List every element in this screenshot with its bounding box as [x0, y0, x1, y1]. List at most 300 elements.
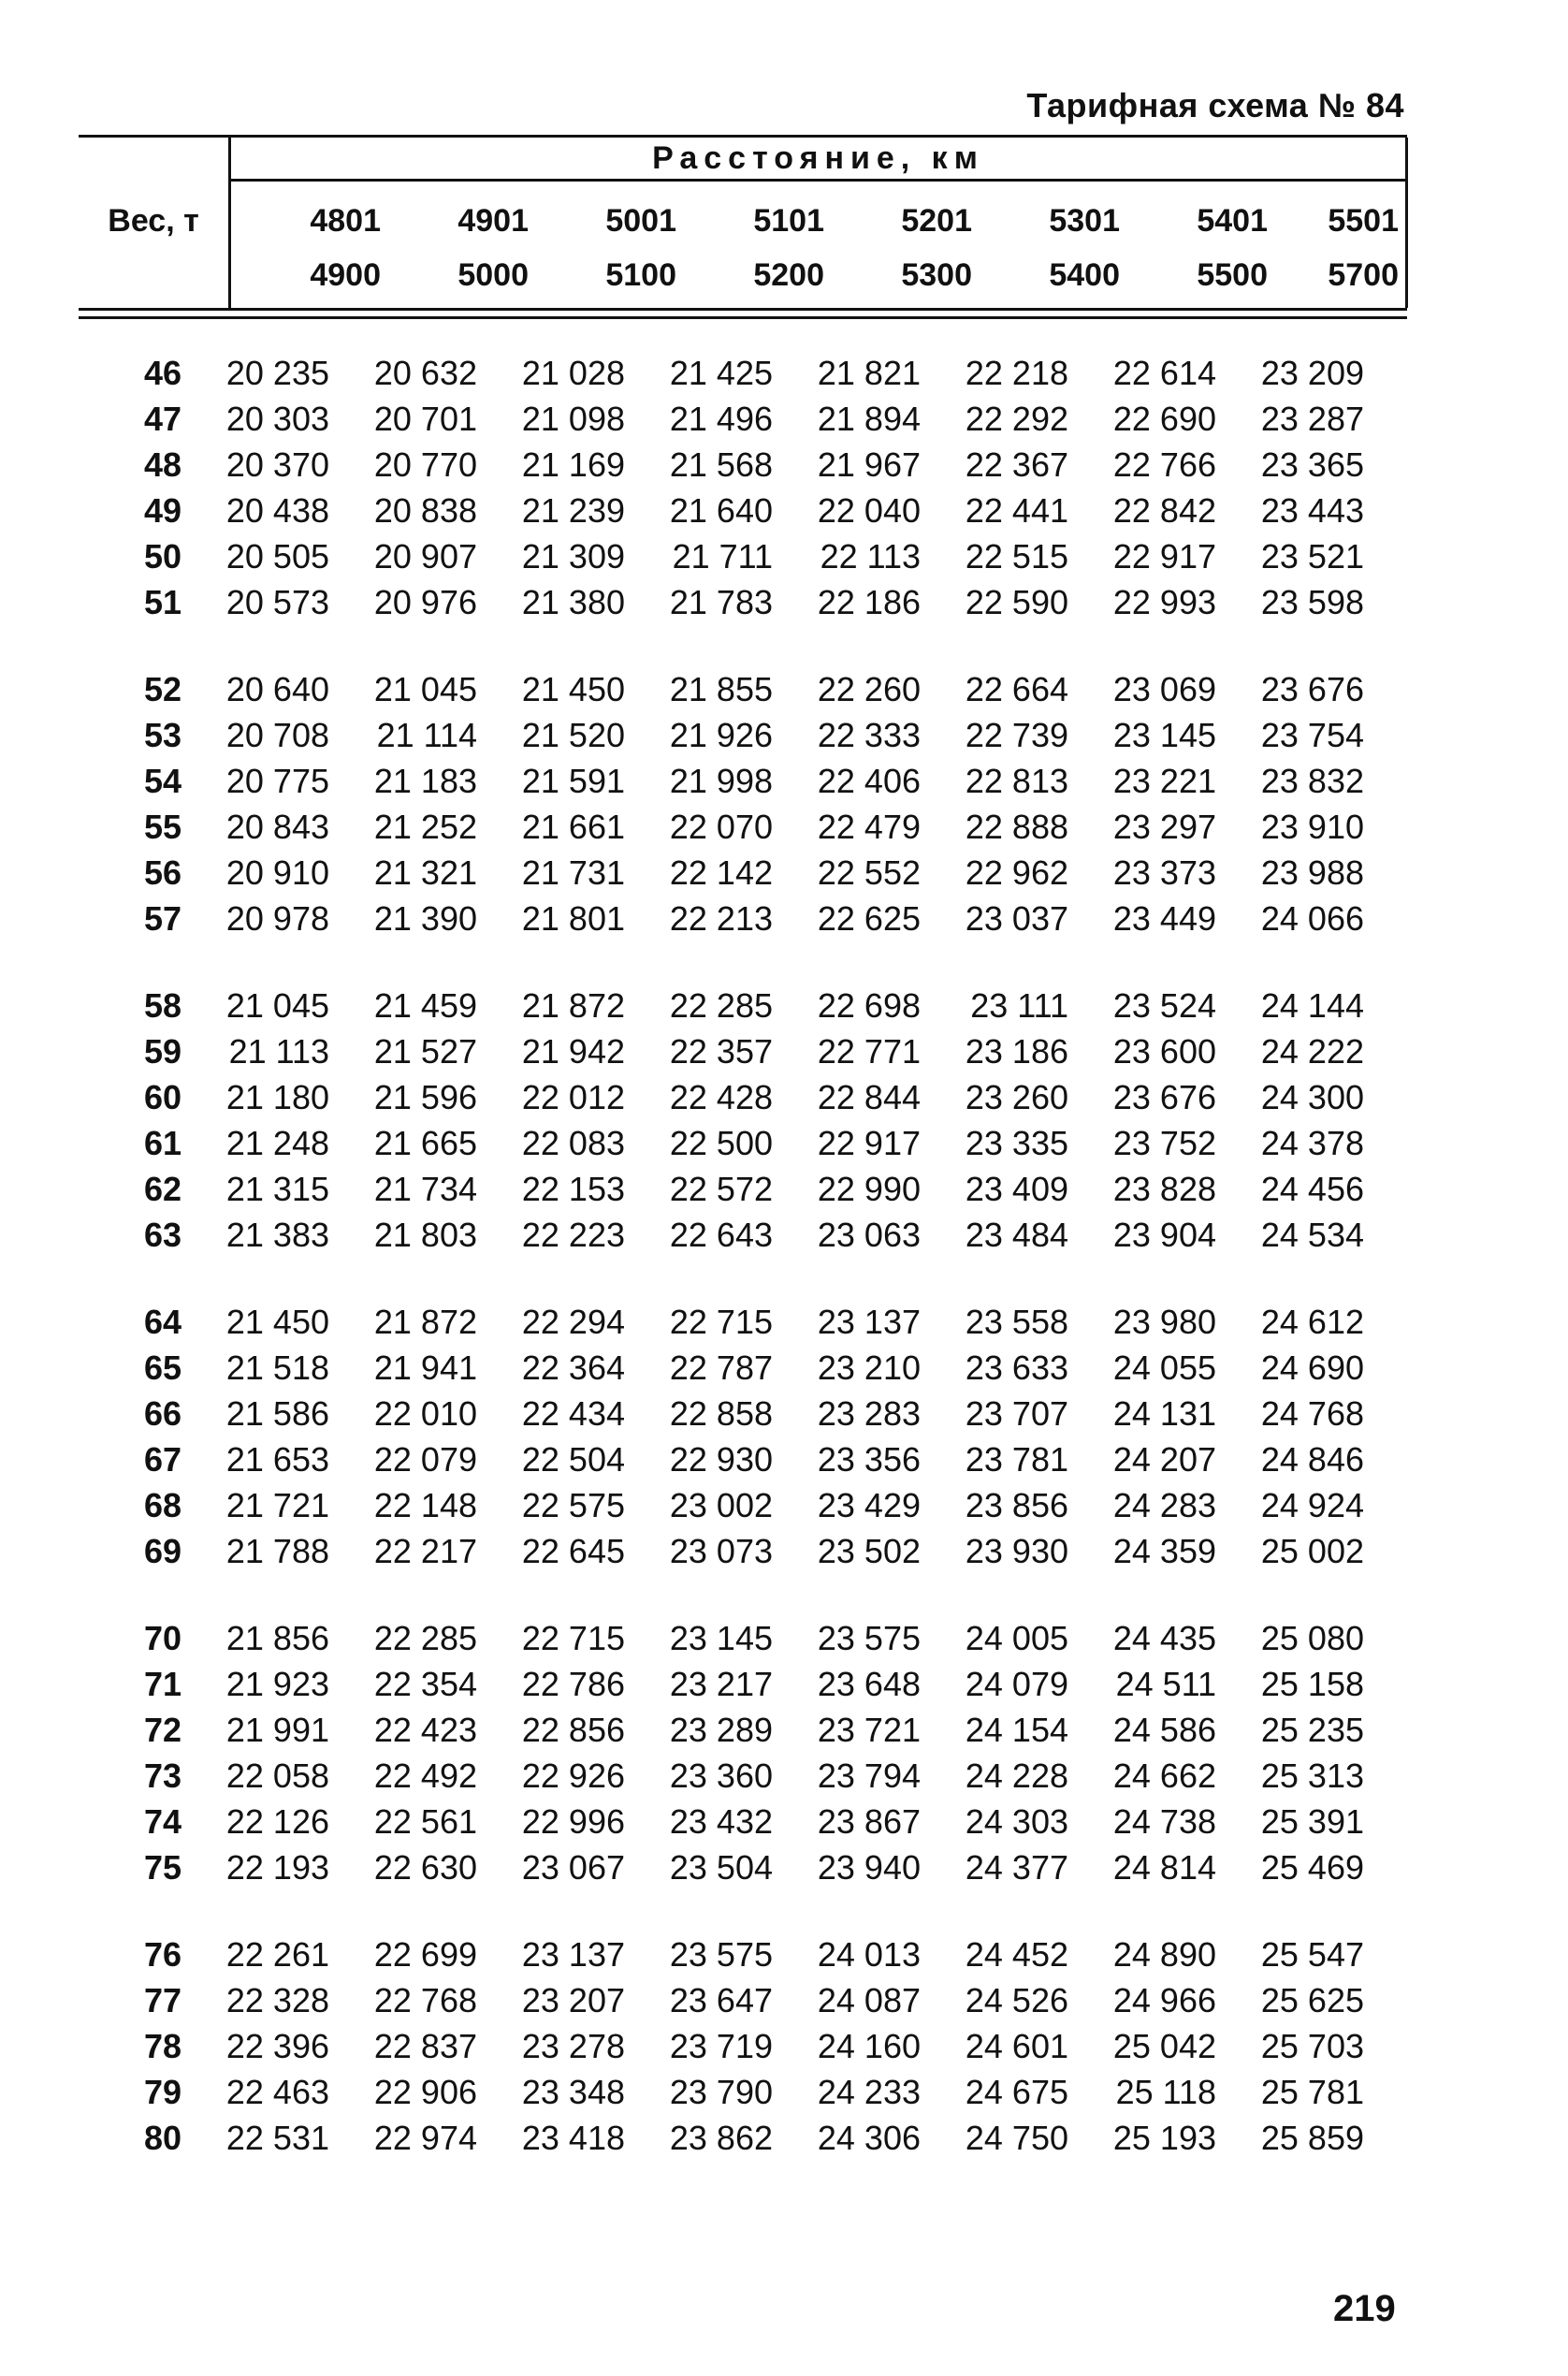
- tariff-cell: 21 169: [521, 445, 625, 484]
- tariff-cell: 20 505: [225, 537, 329, 576]
- weight-cell: 62: [143, 1170, 181, 1208]
- tariff-cell: 24 228: [965, 1756, 1068, 1795]
- tariff-cell: 23 137: [817, 1303, 921, 1341]
- tariff-cell: 24 207: [1112, 1440, 1216, 1479]
- tariff-cell: 25 118: [1115, 2073, 1216, 2111]
- table-row: [79, 1120, 1364, 1166]
- tariff-cell: 22 285: [669, 986, 773, 1025]
- tariff-cell: 23 648: [817, 1665, 921, 1703]
- tariff-cell: 22 858: [669, 1394, 773, 1433]
- tariff-cell: 21 665: [373, 1124, 477, 1162]
- distance-range-header: [388, 194, 529, 302]
- tariff-cell: 23 365: [1260, 445, 1364, 484]
- tariff-cell: 22 531: [225, 2119, 329, 2157]
- range-from: 5001: [605, 203, 676, 239]
- tariff-cell: 23 676: [1260, 670, 1364, 708]
- tariff-cell: 23 504: [669, 1848, 773, 1887]
- range-from: 5301: [1049, 203, 1120, 239]
- group-spacer: [79, 941, 1364, 983]
- tariff-cell: 22 153: [521, 1170, 625, 1208]
- tariff-cell: 21 941: [373, 1348, 477, 1387]
- tariff-cell: 21 596: [373, 1078, 477, 1116]
- tariff-cell: 25 313: [1260, 1756, 1364, 1795]
- table-row: [79, 896, 1364, 941]
- tariff-cell: 20 910: [225, 853, 329, 892]
- tariff-cell: 20 701: [373, 400, 477, 438]
- table-row: [79, 712, 1364, 758]
- tariff-cell: 23 335: [965, 1124, 1068, 1162]
- weight-cell: 55: [143, 808, 181, 846]
- tariff-cell: 21 894: [817, 400, 921, 438]
- tariff-cell: 22 664: [965, 670, 1068, 708]
- tariff-cell: 22 294: [521, 1303, 625, 1341]
- group-spacer: [79, 625, 1364, 666]
- weight-cell: 77: [143, 1981, 181, 2019]
- tariff-cell: 22 699: [373, 1935, 477, 1974]
- tariff-cell: 22 766: [1112, 445, 1216, 484]
- tariff-cell: 22 213: [669, 899, 773, 938]
- table-row: [79, 1707, 1364, 1753]
- tariff-cell: 23 449: [1112, 899, 1216, 938]
- tariff-cell: 21 783: [669, 583, 773, 621]
- tariff-cell: 24 300: [1260, 1078, 1364, 1116]
- tariff-cell: 22 010: [373, 1394, 477, 1433]
- tariff-cell: 23 707: [965, 1394, 1068, 1433]
- weight-cell: 64: [143, 1303, 181, 1341]
- tariff-cell: 23 502: [817, 1532, 921, 1570]
- tariff-cell: 22 561: [373, 1802, 477, 1841]
- tariff-cell: 22 917: [817, 1124, 921, 1162]
- tariff-cell: 23 524: [1112, 986, 1216, 1025]
- tariff-cell: 22 186: [817, 583, 921, 621]
- tariff-cell: 25 391: [1260, 1802, 1364, 1841]
- tariff-cell: 22 739: [965, 716, 1068, 754]
- tariff-cell: 21 872: [373, 1303, 477, 1341]
- tariff-cell: 21 425: [669, 354, 773, 392]
- tariff-cell: 21 114: [376, 716, 477, 754]
- tariff-cell: 23 207: [521, 1981, 625, 2019]
- table-row: [79, 1436, 1364, 1482]
- table-row: [79, 1166, 1364, 1212]
- tariff-cell: 21 252: [373, 808, 477, 846]
- tariff-cell: 22 126: [225, 1802, 329, 1841]
- weight-cell: 65: [143, 1348, 181, 1387]
- tariff-cell: 24 160: [817, 2027, 921, 2065]
- tariff-cell: 20 708: [225, 716, 329, 754]
- tariff-cell: 22 357: [669, 1032, 773, 1071]
- tariff-cell: 23 210: [817, 1348, 921, 1387]
- tariff-cell: 22 690: [1112, 400, 1216, 438]
- range-to: 5400: [1049, 257, 1120, 293]
- tariff-cell: 24 283: [1112, 1486, 1216, 1524]
- tariff-cell: 22 974: [373, 2119, 477, 2157]
- tariff-cell: 21 450: [521, 670, 625, 708]
- tariff-cell: 22 012: [521, 1078, 625, 1116]
- tariff-cell: 22 715: [669, 1303, 773, 1341]
- tariff-cell: 21 321: [373, 853, 477, 892]
- scheme-title: Тарифная схема № 84: [1026, 86, 1404, 124]
- table-row: [79, 488, 1364, 533]
- tariff-cell: 22 515: [965, 537, 1068, 576]
- weight-cell: 61: [143, 1124, 181, 1162]
- tariff-cell: 23 781: [965, 1440, 1068, 1479]
- tariff-cell: 24 066: [1260, 899, 1364, 938]
- tariff-cell: 22 218: [965, 354, 1068, 392]
- tariff-cell: 22 285: [373, 1619, 477, 1657]
- tariff-cell: 23 069: [1112, 670, 1216, 708]
- tariff-cell: 23 373: [1112, 853, 1216, 892]
- tariff-cell: 24 456: [1260, 1170, 1364, 1208]
- tariff-cell: 22 364: [521, 1348, 625, 1387]
- tariff-cell: 22 148: [373, 1486, 477, 1524]
- tariff-cell: 23 289: [669, 1711, 773, 1749]
- tariff-cell: 24 738: [1112, 1802, 1216, 1841]
- tariff-cell: 22 787: [669, 1348, 773, 1387]
- tariff-cell: 22 492: [373, 1756, 477, 1795]
- weight-cell: 72: [143, 1711, 181, 1749]
- tariff-cell: 24 222: [1260, 1032, 1364, 1071]
- tariff-cell: 22 354: [373, 1665, 477, 1703]
- tariff-cell: 23 867: [817, 1802, 921, 1841]
- weight-cell: 52: [143, 670, 181, 708]
- tariff-cell: 25 080: [1260, 1619, 1364, 1657]
- tariff-cell: 23 356: [817, 1440, 921, 1479]
- tariff-cell: 22 441: [965, 491, 1068, 530]
- tariff-cell: 23 940: [817, 1848, 921, 1887]
- table-row: [79, 1482, 1364, 1528]
- tariff-cell: 24 079: [965, 1665, 1068, 1703]
- tariff-cell: 22 434: [521, 1394, 625, 1433]
- tariff-cell: 22 930: [669, 1440, 773, 1479]
- tariff-cell: 25 042: [1112, 2027, 1216, 2065]
- tariff-cell: 22 070: [669, 808, 773, 846]
- range-from: 5201: [901, 203, 972, 239]
- table-header: [79, 135, 1407, 311]
- table-row: [79, 666, 1364, 712]
- tariff-cell: 24 814: [1112, 1848, 1216, 1887]
- tariff-cell: 21 872: [521, 986, 625, 1025]
- range-to: 5200: [753, 257, 824, 293]
- table-row: [79, 1931, 1364, 1977]
- tariff-cell: 22 842: [1112, 491, 1216, 530]
- header-divider-bottom: [79, 316, 1407, 319]
- table-row: [79, 1074, 1364, 1120]
- table-row: [79, 1799, 1364, 1844]
- tariff-cell: 21 183: [373, 762, 477, 800]
- weight-cell: 76: [143, 1935, 181, 1974]
- tariff-cell: 23 600: [1112, 1032, 1216, 1071]
- tariff-cell: 25 547: [1260, 1935, 1364, 1974]
- tariff-cell: 23 647: [669, 1981, 773, 2019]
- tariff-cell: 20 976: [373, 583, 477, 621]
- group-spacer: [79, 1574, 1364, 1615]
- tariff-cell: 23 754: [1260, 716, 1364, 754]
- tariff-cell: 21 383: [225, 1216, 329, 1254]
- tariff-cell: 21 731: [521, 853, 625, 892]
- tariff-cell: 22 768: [373, 1981, 477, 2019]
- tariff-cell: 20 438: [225, 491, 329, 530]
- tariff-cell: 23 429: [817, 1486, 921, 1524]
- weight-cell: 68: [143, 1486, 181, 1524]
- tariff-cell: 23 719: [669, 2027, 773, 2065]
- range-from: 5101: [753, 203, 824, 239]
- tariff-cell: 24 233: [817, 2073, 921, 2111]
- tariff-cell: 21 856: [225, 1619, 329, 1657]
- tariff-cell: 23 521: [1260, 537, 1364, 576]
- tariff-cell: 23 443: [1260, 491, 1364, 530]
- tariff-cell: 22 625: [817, 899, 921, 938]
- tariff-cell: 20 775: [225, 762, 329, 800]
- table-row: [79, 1844, 1364, 1890]
- distance-range-header: [832, 194, 972, 302]
- tariff-cell: 21 967: [817, 445, 921, 484]
- tariff-cell: 23 832: [1260, 762, 1364, 800]
- tariff-cell: 24 768: [1260, 1394, 1364, 1433]
- tariff-cell: 20 770: [373, 445, 477, 484]
- group-spacer: [79, 1890, 1364, 1931]
- tariff-cell: 23 260: [965, 1078, 1068, 1116]
- tariff-cell: 23 297: [1112, 808, 1216, 846]
- tariff-cell: 22 630: [373, 1848, 477, 1887]
- distance-range-header: [1258, 194, 1399, 302]
- tariff-cell: 24 055: [1112, 1348, 1216, 1387]
- tariff-cell: 21 640: [669, 491, 773, 530]
- table-row: [79, 850, 1364, 896]
- tariff-cell: 23 145: [1112, 716, 1216, 754]
- tariff-cell: 23 037: [965, 899, 1068, 938]
- tariff-cell: 22 428: [669, 1078, 773, 1116]
- tariff-cell: 20 370: [225, 445, 329, 484]
- tariff-cell: 23 111: [970, 986, 1068, 1025]
- tariff-cell: 23 287: [1260, 400, 1364, 438]
- tariff-cell: 21 855: [669, 670, 773, 708]
- tariff-cell: 21 520: [521, 716, 625, 754]
- weight-cell: 54: [143, 762, 181, 800]
- tariff-cell: 24 377: [965, 1848, 1068, 1887]
- tariff-cell: 23 828: [1112, 1170, 1216, 1208]
- tariff-cell: 24 601: [965, 2027, 1068, 2065]
- group-spacer: [79, 1258, 1364, 1299]
- tariff-cell: 21 380: [521, 583, 625, 621]
- tariff-cell: 23 217: [669, 1665, 773, 1703]
- tariff-cell: 25 158: [1260, 1665, 1364, 1703]
- tariff-cell: 20 640: [225, 670, 329, 708]
- tariff-cell: 22 079: [373, 1440, 477, 1479]
- table-row: [79, 1753, 1364, 1799]
- weight-cell: 46: [143, 354, 181, 392]
- weight-cell: 73: [143, 1756, 181, 1795]
- tariff-cell: 21 045: [225, 986, 329, 1025]
- tariff-cell: 20 632: [373, 354, 477, 392]
- table-row: [79, 1391, 1364, 1436]
- tariff-cell: 22 328: [225, 1981, 329, 2019]
- tariff-cell: 22 572: [669, 1170, 773, 1208]
- tariff-cell: 20 843: [225, 808, 329, 846]
- tariff-cell: 24 662: [1112, 1756, 1216, 1795]
- tariff-cell: 24 144: [1260, 986, 1364, 1025]
- table-row: [79, 1028, 1364, 1074]
- tariff-cell: 24 131: [1112, 1394, 1216, 1433]
- tariff-cell: 24 013: [817, 1935, 921, 1974]
- tariff-cell: 24 359: [1112, 1532, 1216, 1570]
- tariff-cell: 21 496: [669, 400, 773, 438]
- weight-cell: 69: [143, 1532, 181, 1570]
- tariff-cell: 25 859: [1260, 2119, 1364, 2157]
- table-row: [79, 579, 1364, 625]
- tariff-table: [79, 350, 1364, 2161]
- weight-cell: 51: [143, 583, 181, 621]
- table-row: [79, 350, 1364, 396]
- range-to: 5700: [1328, 257, 1399, 293]
- tariff-cell: 23 930: [965, 1532, 1068, 1570]
- tariff-cell: 23 980: [1112, 1303, 1216, 1341]
- tariff-cell: 22 504: [521, 1440, 625, 1479]
- weight-cell: 71: [143, 1665, 181, 1703]
- tariff-cell: 25 002: [1260, 1532, 1364, 1570]
- tariff-cell: 22 333: [817, 716, 921, 754]
- tariff-cell: 24 690: [1260, 1348, 1364, 1387]
- tariff-cell: 22 406: [817, 762, 921, 800]
- tariff-cell: 21 028: [521, 354, 625, 392]
- tariff-cell: 22 479: [817, 808, 921, 846]
- weight-cell: 50: [143, 537, 181, 576]
- tariff-cell: 24 846: [1260, 1440, 1364, 1479]
- tariff-cell: 23 073: [669, 1532, 773, 1570]
- weight-cell: 59: [143, 1032, 181, 1071]
- distance-range-header: [980, 194, 1120, 302]
- tariff-cell: 22 058: [225, 1756, 329, 1795]
- tariff-cell: 21 450: [225, 1303, 329, 1341]
- tariff-cell: 25 703: [1260, 2027, 1364, 2065]
- tariff-cell: 23 752: [1112, 1124, 1216, 1162]
- range-to: 5500: [1197, 257, 1268, 293]
- tariff-cell: 24 966: [1112, 1981, 1216, 2019]
- tariff-cell: 22 552: [817, 853, 921, 892]
- tariff-cell: 21 568: [669, 445, 773, 484]
- range-from: 4801: [310, 203, 381, 239]
- tariff-cell: 24 750: [965, 2119, 1068, 2157]
- tariff-cell: 24 586: [1112, 1711, 1216, 1749]
- tariff-cell: 21 788: [225, 1532, 329, 1570]
- weight-cell: 57: [143, 899, 181, 938]
- tariff-cell: 21 661: [521, 808, 625, 846]
- tariff-cell: 22 223: [521, 1216, 625, 1254]
- tariff-cell: 22 396: [225, 2027, 329, 2065]
- page-number: 219: [1333, 2288, 1396, 2329]
- tariff-cell: 22 990: [817, 1170, 921, 1208]
- tariff-cell: 21 248: [225, 1124, 329, 1162]
- tariff-cell: 23 676: [1112, 1078, 1216, 1116]
- tariff-cell: 21 309: [521, 537, 625, 576]
- tariff-cell: 25 235: [1260, 1711, 1364, 1749]
- table-row: [79, 533, 1364, 579]
- tariff-cell: 22 643: [669, 1216, 773, 1254]
- table-row: [79, 1299, 1364, 1345]
- tariff-cell: 21 045: [373, 670, 477, 708]
- tariff-cell: 23 186: [965, 1032, 1068, 1071]
- tariff-cell: 22 698: [817, 986, 921, 1025]
- weight-cell: 75: [143, 1848, 181, 1887]
- tariff-cell: 21 942: [521, 1032, 625, 1071]
- tariff-cell: 22 575: [521, 1486, 625, 1524]
- tariff-cell: 22 292: [965, 400, 1068, 438]
- weight-cell: 79: [143, 2073, 181, 2111]
- tariff-cell: 22 590: [965, 583, 1068, 621]
- table-row: [79, 396, 1364, 442]
- tariff-cell: 23 360: [669, 1756, 773, 1795]
- weight-cell: 63: [143, 1216, 181, 1254]
- tariff-cell: 23 790: [669, 2073, 773, 2111]
- weight-cell: 78: [143, 2027, 181, 2065]
- tariff-cell: 24 306: [817, 2119, 921, 2157]
- tariff-cell: 22 844: [817, 1078, 921, 1116]
- tariff-cell: 23 484: [965, 1216, 1068, 1254]
- tariff-cell: 24 378: [1260, 1124, 1364, 1162]
- table-row: [79, 1528, 1364, 1574]
- tariff-cell: 22 645: [521, 1532, 625, 1570]
- tariff-cell: 22 040: [817, 491, 921, 530]
- tariff-cell: 23 348: [521, 2073, 625, 2111]
- table-row: [79, 1212, 1364, 1258]
- tariff-cell: 21 998: [669, 762, 773, 800]
- tariff-cell: 21 180: [225, 1078, 329, 1116]
- distance-header: [228, 138, 1408, 308]
- tariff-cell: 24 675: [965, 2073, 1068, 2111]
- tariff-cell: 22 917: [1112, 537, 1216, 576]
- tariff-cell: 23 283: [817, 1394, 921, 1433]
- tariff-cell: 22 962: [965, 853, 1068, 892]
- weight-cell: 58: [143, 986, 181, 1025]
- tariff-cell: 22 996: [521, 1802, 625, 1841]
- tariff-cell: 21 315: [225, 1170, 329, 1208]
- tariff-cell: 22 888: [965, 808, 1068, 846]
- tariff-cell: 22 193: [225, 1848, 329, 1887]
- tariff-cell: 20 978: [225, 899, 329, 938]
- tariff-cell: 21 803: [373, 1216, 477, 1254]
- range-from: 4901: [457, 203, 529, 239]
- tariff-cell: 23 910: [1260, 808, 1364, 846]
- tariff-cell: 24 154: [965, 1711, 1068, 1749]
- range-to: 4900: [310, 257, 381, 293]
- weight-cell: 66: [143, 1394, 181, 1433]
- tariff-cell: 20 573: [225, 583, 329, 621]
- tariff-cell: 24 511: [1115, 1665, 1216, 1703]
- weight-cell: 67: [143, 1440, 181, 1479]
- table-row: [79, 2023, 1364, 2069]
- tariff-cell: 23 598: [1260, 583, 1364, 621]
- table-row: [79, 804, 1364, 850]
- tariff-cell: 24 303: [965, 1802, 1068, 1841]
- distance-range-header: [1127, 194, 1268, 302]
- tariff-cell: 21 801: [521, 899, 625, 938]
- tariff-cell: 22 367: [965, 445, 1068, 484]
- tariff-cell: 22 260: [817, 670, 921, 708]
- tariff-cell: 22 856: [521, 1711, 625, 1749]
- tariff-cell: 21 390: [373, 899, 477, 938]
- tariff-cell: 21 518: [225, 1348, 329, 1387]
- table-row: [79, 983, 1364, 1028]
- tariff-cell: 20 838: [373, 491, 477, 530]
- weight-cell: 49: [143, 491, 181, 530]
- table-row: [79, 1977, 1364, 2023]
- tariff-cell: 21 527: [373, 1032, 477, 1071]
- tariff-cell: 22 906: [373, 2073, 477, 2111]
- weight-cell: 70: [143, 1619, 181, 1657]
- tariff-cell: 21 653: [225, 1440, 329, 1479]
- weight-cell: 60: [143, 1078, 181, 1116]
- distance-range-header: [684, 194, 824, 302]
- tariff-cell: 23 575: [817, 1619, 921, 1657]
